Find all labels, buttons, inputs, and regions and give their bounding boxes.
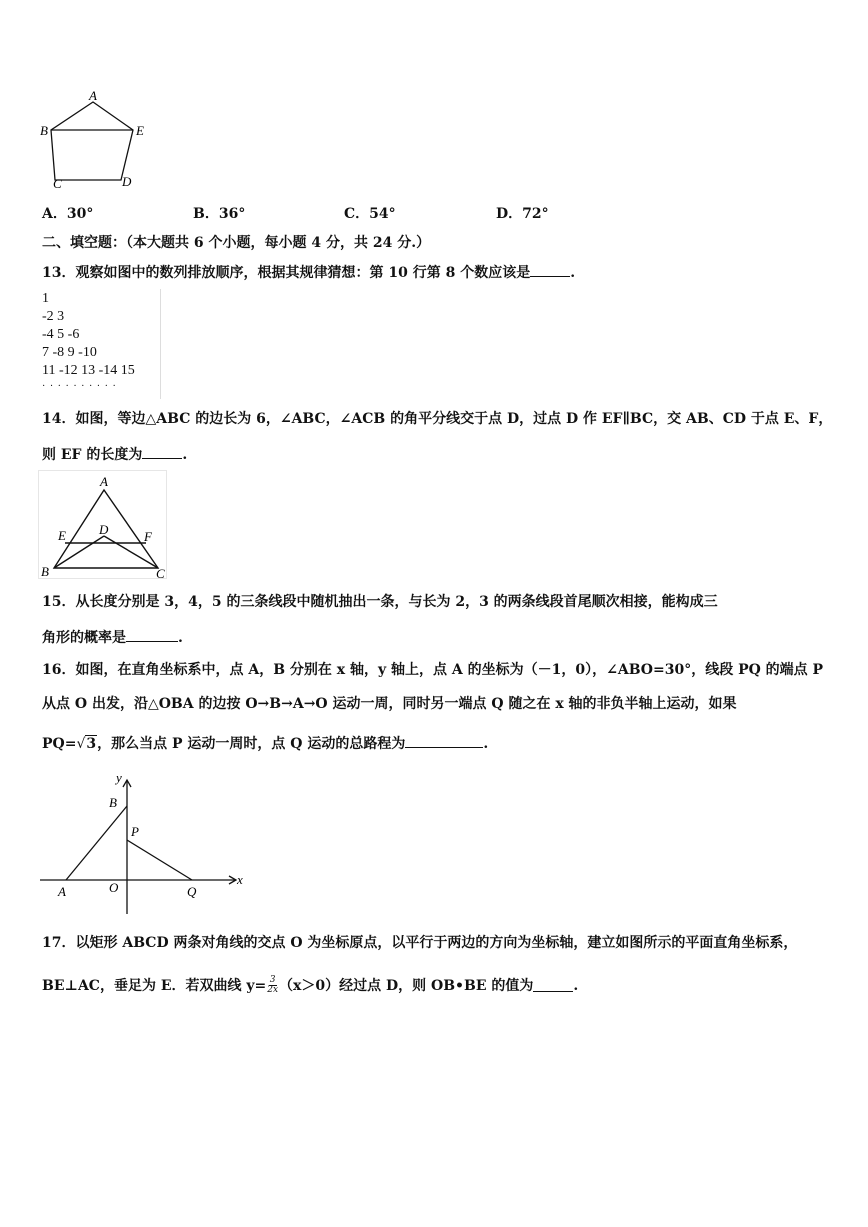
- axis-label-y: y: [116, 770, 122, 785]
- pentagon-label-b: B: [40, 123, 48, 138]
- sequence-row: 11 -12 13 -14 15: [42, 363, 135, 378]
- q15-answer-blank[interactable]: [126, 629, 178, 642]
- q15-line2-before: 角形的概率是: [42, 630, 126, 646]
- pentagon-label-e: E: [136, 123, 144, 138]
- triangle-label-e: E: [58, 528, 66, 543]
- q17-line2-after: .: [573, 977, 579, 994]
- section-header: 二、填空题：（本大题共 6 个小题，每小题 4 分，共 24 分.）: [42, 235, 431, 251]
- coord-label-p: P: [131, 824, 139, 839]
- q17-line1: 17．以矩形 ABCD 两条对角线的交点 O 为坐标原点，以平行于两边的方向为坐标轴，建立如图所示的平面直角坐标系，: [42, 935, 798, 951]
- triangle-label-d: D: [99, 522, 109, 537]
- sequence-row: -2 3: [42, 309, 65, 324]
- triangle-label-c: C: [156, 566, 165, 581]
- option-a: A．30°: [42, 206, 94, 222]
- coord-label-b: B: [109, 795, 117, 810]
- q16-line3-mid: ，那么当点 P 运动一周时，点 Q 运动的总路程为: [97, 736, 406, 752]
- fraction-denominator: 2x: [267, 985, 279, 995]
- option-c: C．54°: [344, 206, 396, 222]
- q14-line2-before: 则 EF 的长度为: [42, 447, 143, 463]
- q14-line2: [42, 446, 187, 462]
- sqrt-expression: √3: [76, 736, 97, 752]
- triangle-label-b: B: [41, 564, 49, 579]
- q17-answer-blank[interactable]: [533, 979, 573, 992]
- axis-label-x: x: [237, 872, 243, 887]
- pentagon-label-d: D: [122, 174, 132, 189]
- coord-label-a: A: [58, 884, 66, 899]
- coordinate-figure: [36, 766, 256, 918]
- q15-line1: 15．从长度分别是 3，4，5 的三条线段中随机抽出一条，与长为 2，3 的两条线段首尾顺次相接，能构成三: [42, 594, 718, 610]
- option-d: D．72°: [496, 206, 549, 222]
- q15-line2-after: .: [178, 630, 183, 646]
- sequence-row: 1: [42, 291, 49, 306]
- sequence-ellipsis: · · · · · · · · · ·: [42, 381, 117, 392]
- q13-text-after: .: [570, 265, 576, 281]
- q17-line2: [42, 976, 578, 995]
- q16-line3-after: .: [483, 736, 489, 752]
- q16-line1: 16．如图，在直角坐标系中，点 A，B 分别在 x 轴，y 轴上，点 A 的坐标为（－1，0），∠ABO=30°，线段 PQ 的端点 P: [42, 662, 824, 678]
- q16-line2: 从点 O 出发，沿△OBA 的边按 O→B→A→O 运动一周，同时另一端点 Q 随之在 x 轴的非负半轴上运动，如果: [42, 696, 737, 712]
- pentagon-label-a: A: [89, 88, 97, 103]
- sequence-row: -4 5 -6: [42, 327, 80, 342]
- q17-line2-mid: （x＞0）经过点 D，则 OB•BE 的值为: [279, 977, 534, 994]
- option-b: B．36°: [193, 206, 246, 222]
- sqrt-argument: 3: [86, 736, 97, 752]
- q14-answer-blank[interactable]: [142, 446, 182, 459]
- coord-label-o: O: [109, 880, 119, 895]
- q17-line2-before: BE⊥AC，垂足为 E．若双曲线 y=: [42, 977, 267, 994]
- q13-answer-blank[interactable]: [530, 264, 570, 277]
- q15-line2: [42, 629, 183, 645]
- triangle-label-a: A: [100, 474, 108, 489]
- q14-line2-after: .: [182, 447, 188, 463]
- fraction-numerator: 3: [269, 975, 276, 985]
- pentagon-figure: [36, 88, 146, 193]
- sequence-row: 7 -8 9 -10: [42, 345, 97, 360]
- q13-text-before: 13．观察如图中的数列排放顺序，根据其规律猜想：第 10 行第 8 个数应该是: [42, 265, 531, 281]
- q13-text: [42, 264, 575, 280]
- triangle-label-f: F: [144, 529, 152, 544]
- coord-label-q: Q: [187, 884, 197, 899]
- pentagon-label-c: C: [53, 176, 62, 191]
- q16-line3: [42, 735, 488, 751]
- q16-line3-prefix: PQ=: [42, 736, 77, 752]
- q14-line1: 14．如图，等边△ABC 的边长为 6，∠ABC，∠ACB 的角平分线交于点 D，过点 D 作 EF∥BC，交 AB、CD 于点 E、F，: [42, 411, 833, 427]
- triangle-figure: [38, 470, 170, 582]
- q16-answer-blank[interactable]: [405, 735, 483, 748]
- q13-sequence-figure: [38, 289, 161, 399]
- fraction: [267, 976, 278, 995]
